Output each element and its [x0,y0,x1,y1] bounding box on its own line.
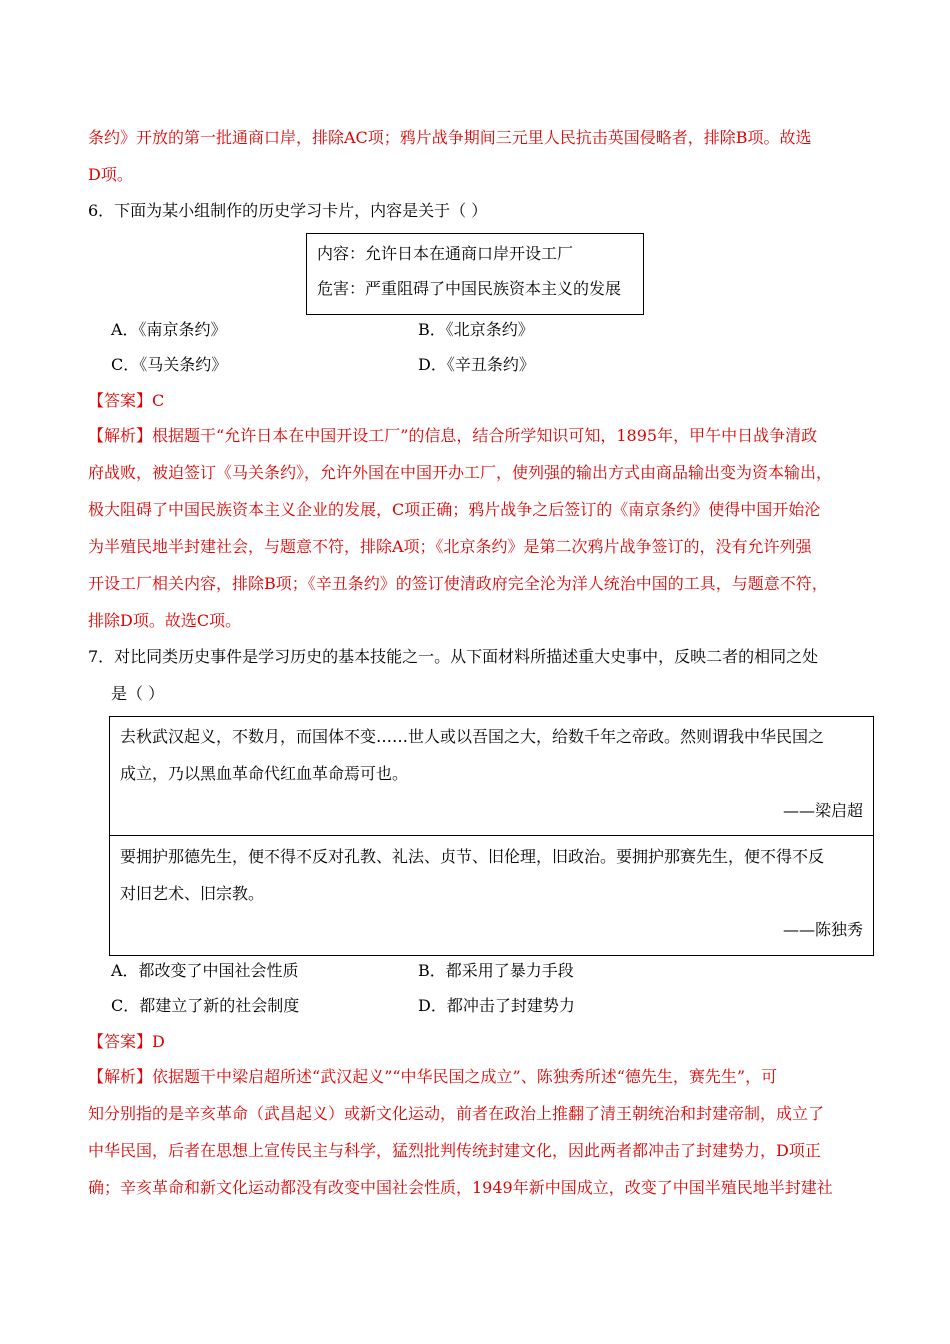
analysis-line [88,424,817,448]
material-table [109,716,874,956]
material-2-source: ——陈独秀 [782,920,863,939]
card-harm-line: 危害：严重阻碍了中国民族资本主义的发展 [317,279,622,298]
analysis-line: 知分别指的是辛亥革命（武昌起义）或新文化运动，前者在政治上推翻了清王朝统治和封建帝制，成立了 [88,1104,825,1123]
option-b: B．《北京条约》 [418,320,534,339]
analysis-line [88,1065,777,1089]
study-card [306,233,644,315]
analysis-label: 【解析】 [88,426,153,445]
analysis-line: 条约》开放的第一批通商口岸，排除AC项；鸦片战争期间三元里人民抗击英国侵略者，排除B项。故选 [88,128,812,147]
option-d: D．《辛丑条约》 [418,355,535,374]
analysis-line: D项。 [88,165,133,184]
material-2-line: 要拥护那德先生，便不得不反对孔教、礼法、贞节、旧伦理，旧政治。要拥护那赛先生，便不得不反 [120,847,825,866]
analysis-line: 中华民国，后者在思想上宣传民主与科学，猛烈批判传统封建文化，因此两者都冲击了封建势力，D项正 [88,1141,821,1160]
card-content-line: 内容：允许日本在通商口岸开设工厂 [317,244,574,263]
option-a: A．《南京条约》 [111,320,227,339]
analysis-line: 为半殖民地半封建社会，与题意不符，排除A项；《北京条约》是第二次鸦片战争签订的，没有允许列强 [88,537,812,556]
option-a: A．都改变了中国社会性质 [111,961,299,980]
material-1-source: ——梁启超 [782,801,863,820]
analysis-line: 府战败，被迫签订《马关条约》，允许外国在中国开办工厂，使列强的输出方式由商品输出变为资本输出， [88,463,833,482]
question-7-stem-cont: 是（ ） [111,684,165,703]
divider [110,835,873,836]
question-6-stem: 6．下面为某小组制作的历史学习卡片，内容是关于（ ） [88,201,488,220]
answer-line [88,1030,165,1054]
analysis-line: 开设工厂相关内容，排除B项；《辛丑条约》的签订使清政府完全沦为洋人统治中国的工具，与题意不符， [88,574,828,593]
option-d: D．都冲击了封建势力 [418,996,575,1015]
option-b: B．都采用了暴力手段 [418,961,574,980]
option-c: C．都建立了新的社会制度 [111,996,300,1015]
answer-value: D [152,1032,165,1051]
analysis-line: 排除D项。故选C项。 [88,611,242,630]
answer-label: 【答案】 [88,1032,153,1051]
answer-line [88,389,164,413]
analysis-text: 依据题干中梁启超所述“武汉起义”“中华民国之成立”、陈独秀所述“德先生，赛先生”，可 [152,1067,778,1086]
material-1-line: 成立，乃以黑血革命代红血革命焉可也。 [120,764,409,783]
answer-value: C [152,391,165,410]
answer-label: 【答案】 [88,391,153,410]
analysis-line: 确；辛亥革命和新文化运动都没有改变中国社会性质，1949年新中国成立，改变了中国半殖民地半封建社 [88,1178,833,1197]
analysis-line: 极大阻碍了中国民族资本主义企业的发展，C项正确；鸦片战争之后签订的《南京条约》使得中国开始沦 [88,500,821,519]
question-7-stem: 7．对比同类历史事件是学习历史的基本技能之一。从下面材料所描述重大史事中，反映二者的相同之处 [88,647,819,666]
material-2-line: 对旧艺术、旧宗教。 [120,884,265,903]
analysis-label: 【解析】 [88,1067,153,1086]
material-1-line: 去秋武汉起义，不数月，而国体不变……世人或以吾国之大，给数千年之帝政。然则谓我中华民国之 [120,727,825,746]
option-c: C．《马关条约》 [111,355,228,374]
analysis-text: 根据题干“允许日本在中国开设工厂”的信息，结合所学知识可知，1895年，甲午中日战争清政 [152,426,818,445]
